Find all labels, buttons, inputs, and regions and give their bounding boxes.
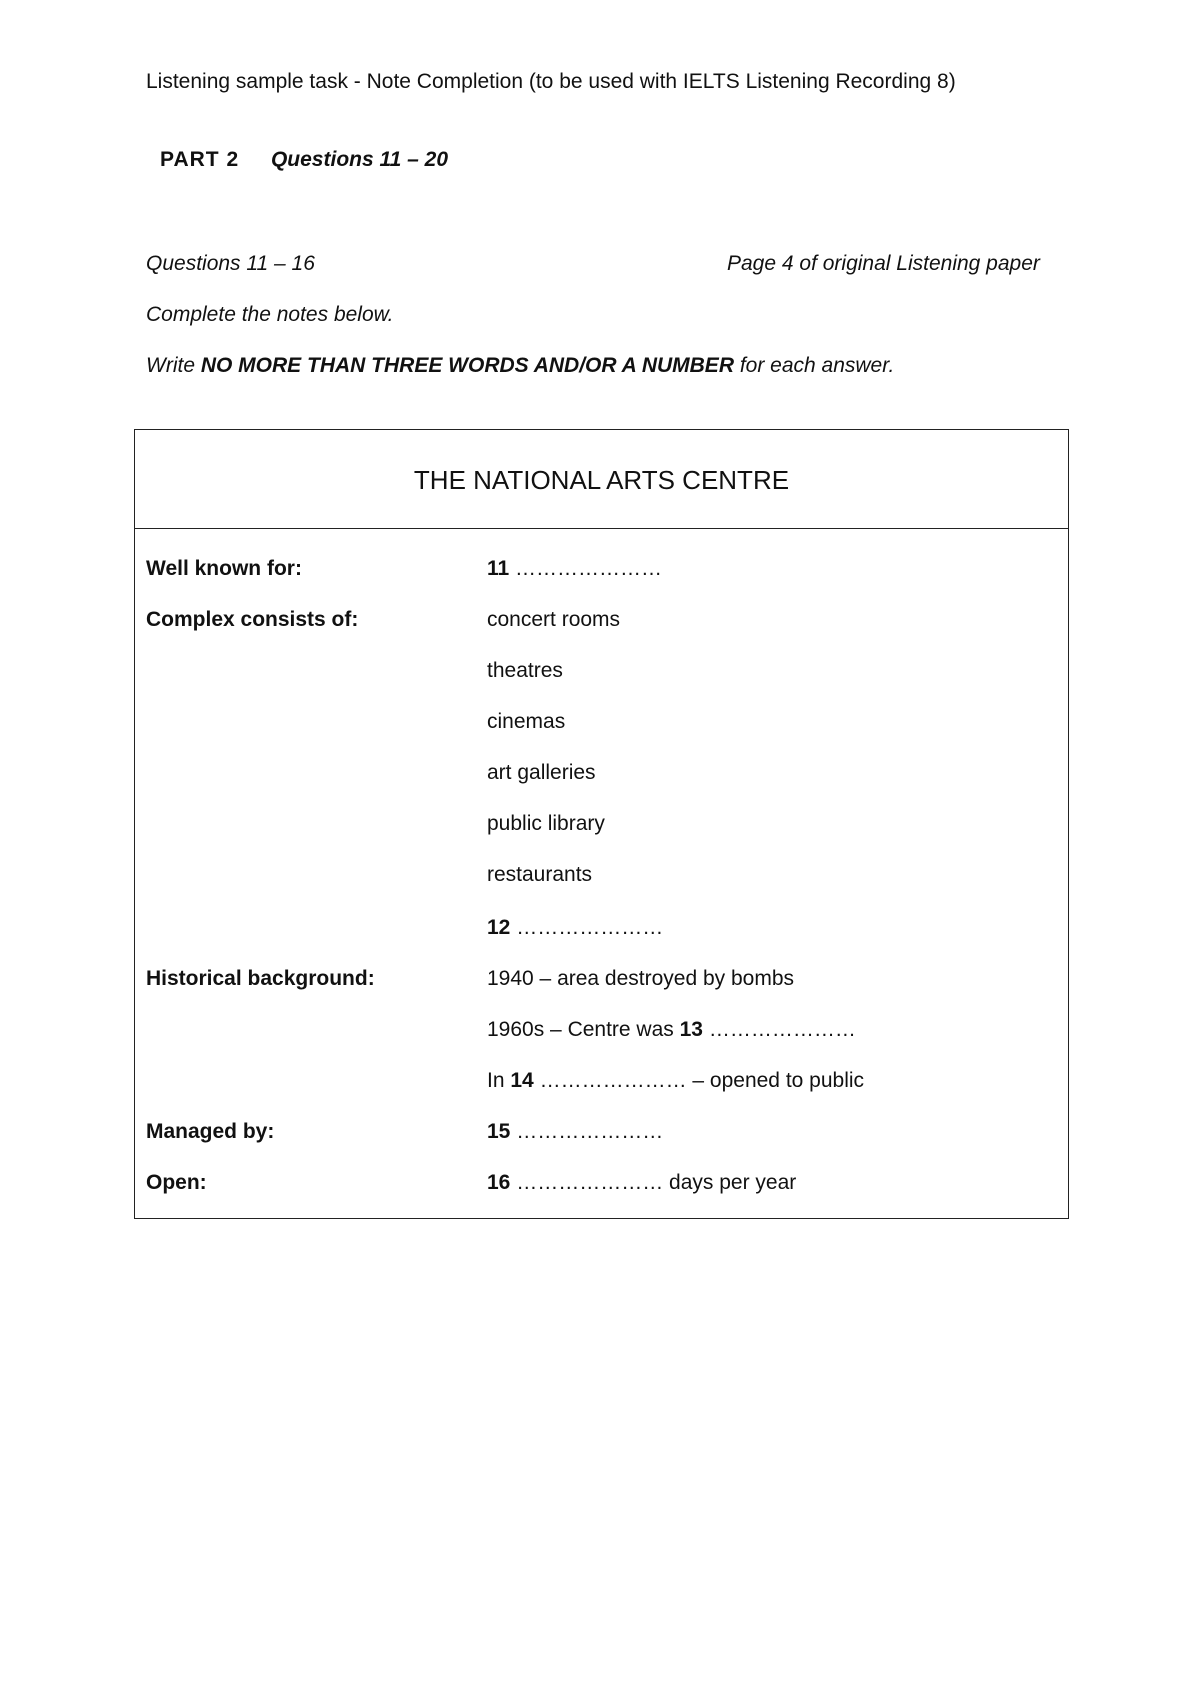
history-opened-pre: In: [487, 1069, 511, 1092]
history-1960s: 1960s – Centre was: [487, 1018, 680, 1041]
question-number-16: 16: [487, 1171, 511, 1194]
label-historical: Historical background:: [146, 967, 375, 990]
question-number-14: 14: [510, 1069, 534, 1092]
question-number-15: 15: [487, 1120, 511, 1143]
notes-table: [134, 429, 1069, 1219]
answer-blank-14: …………………: [539, 1069, 687, 1092]
history-1940: 1940 – area destroyed by bombs: [487, 967, 795, 990]
question-number-13: 13: [679, 1018, 703, 1041]
history-opened-post: – opened to public: [686, 1069, 865, 1092]
complex-item: theatres: [487, 659, 563, 682]
answer-11[interactable]: [487, 557, 662, 581]
instruction-word-limit-bold: NO MORE THAN THREE WORDS AND/OR A NUMBER: [200, 354, 734, 377]
answer-16[interactable]: [487, 1171, 796, 1195]
answer-12[interactable]: [487, 916, 663, 940]
instruction-word-limit-post: for each answer.: [733, 354, 895, 377]
part-heading: [160, 148, 448, 172]
complex-item: restaurants: [487, 863, 593, 886]
answer-14[interactable]: [487, 1069, 864, 1093]
answer-blank-12: …………………: [516, 916, 664, 939]
page-reference: Page 4 of original Listening paper: [727, 252, 1040, 275]
part-questions: Questions 11 – 20: [270, 148, 448, 171]
question-number-11: 11: [487, 557, 510, 580]
answer-blank-15: …………………: [516, 1120, 664, 1143]
question-range: Questions 11 – 16: [146, 252, 315, 275]
notes-title: THE NATIONAL ARTS CENTRE: [135, 430, 1068, 529]
label-complex: Complex consists of:: [146, 608, 359, 631]
label-well-known: Well known for:: [146, 557, 302, 580]
complex-item: art galleries: [487, 761, 596, 784]
open-days-suffix: days per year: [663, 1171, 797, 1194]
answer-blank-13: …………………: [708, 1018, 856, 1041]
answer-blank-16: …………………: [516, 1171, 664, 1194]
answer-13[interactable]: [487, 1018, 856, 1042]
label-managed: Managed by:: [146, 1120, 275, 1143]
complex-item: cinemas: [487, 710, 566, 733]
answer-15[interactable]: [487, 1120, 663, 1144]
instruction-complete-notes: Complete the notes below.: [146, 303, 394, 326]
complex-item: concert rooms: [487, 608, 621, 631]
answer-blank-11: …………………: [515, 557, 663, 580]
complex-item: public library: [487, 812, 605, 835]
instruction-word-limit: [146, 354, 894, 378]
instruction-word-limit-pre: Write: [146, 354, 201, 377]
label-open: Open:: [146, 1171, 207, 1194]
page-header: Listening sample task - Note Completion (to be used with IELTS Listening Recording 8): [146, 70, 956, 93]
question-number-12: 12: [487, 916, 511, 939]
part-label: PART 2: [160, 148, 240, 171]
